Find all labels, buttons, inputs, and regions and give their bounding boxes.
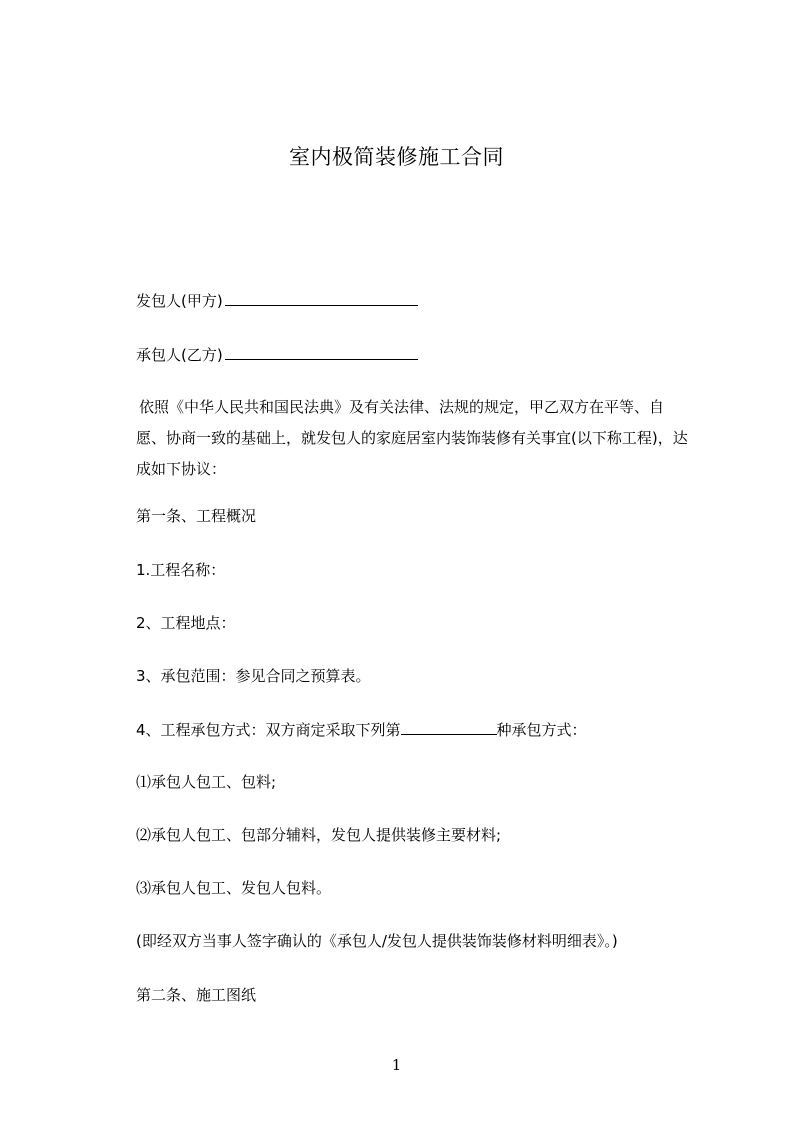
party-a-label: 发包人(甲方) <box>136 292 223 310</box>
preamble-line-1: 依照《中华人民共和国民法典》及有关法律、法规的规定，甲乙双方在平等、自 <box>139 398 665 416</box>
party-b-line <box>136 344 418 365</box>
page-number: 1 <box>391 1056 402 1074</box>
party-b-label: 承包人(乙方) <box>136 346 223 364</box>
party-a-blank[interactable] <box>225 290 418 306</box>
materials-note: (即经双方当事人签字确认的《承包人/发包人提供装饰装修材料明细表》。) <box>136 932 618 950</box>
item-contract-method <box>136 719 587 740</box>
party-a-line <box>136 290 418 311</box>
document-title: 室内极简装修施工合同 <box>289 145 504 169</box>
contract-method-blank[interactable] <box>401 719 497 735</box>
party-b-blank[interactable] <box>225 344 418 360</box>
preamble-line-2: 愿、协商一致的基础上，就发包人的家庭居室内装饰装修有关事宜(以下称工程)，达 <box>136 429 688 447</box>
preamble-paragraph <box>136 392 706 485</box>
contract-method-suffix: 种承包方式： <box>496 721 587 739</box>
item-project-name: 1.工程名称： <box>136 561 226 579</box>
contract-method-prefix: 4、工程承包方式：双方商定采取下列第 <box>136 721 401 739</box>
option-2: ⑵承包人包工、包部分辅料，发包人提供装修主要材料; <box>136 826 502 844</box>
item-contract-scope: 3、承包范围：参见合同之预算表。 <box>136 667 371 685</box>
article-1-heading: 第一条、工程概况 <box>136 507 257 525</box>
option-1: ⑴承包人包工、包料; <box>136 773 277 791</box>
preamble-line-3: 成如下协议： <box>136 460 227 478</box>
option-3: ⑶承包人包工、发包人包料。 <box>136 879 332 897</box>
item-project-location: 2、工程地点： <box>136 614 236 632</box>
article-2-heading: 第二条、施工图纸 <box>136 986 257 1004</box>
